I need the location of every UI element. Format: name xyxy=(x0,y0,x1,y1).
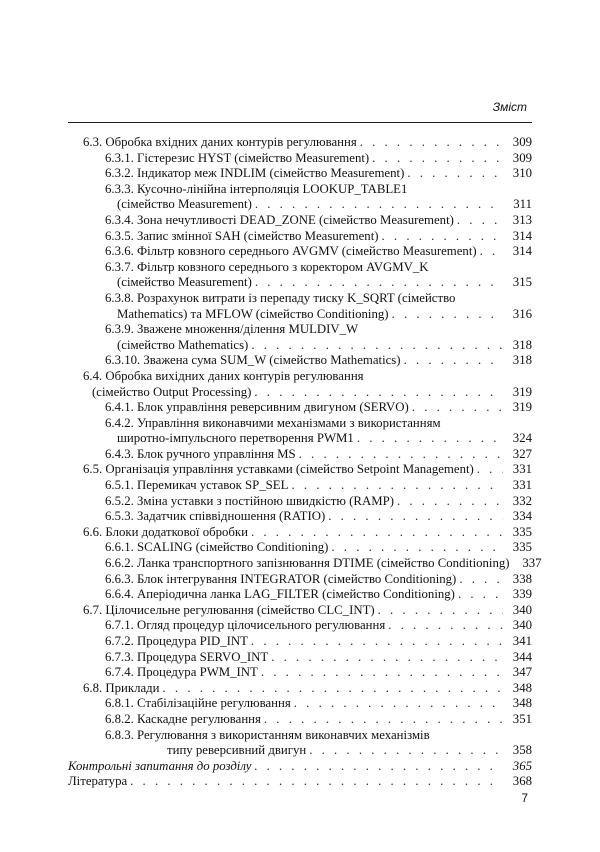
toc-entry-title: типу реверсивний двигун xyxy=(167,743,307,758)
toc-entry-page: 313 xyxy=(512,212,532,227)
toc-entry xyxy=(68,650,532,666)
toc-leader-dots xyxy=(397,494,503,510)
toc-entry-page: 368 xyxy=(512,774,532,789)
toc-entry xyxy=(68,743,532,759)
toc-leader-dots xyxy=(255,197,503,213)
toc-entry-title: 6.3.1. Гістерезис HYST (сімейство Measurement) xyxy=(105,150,370,165)
toc-leader-dots xyxy=(309,743,503,759)
toc-entry-title: 6.7.4. Процедура PWM_INT xyxy=(105,665,258,680)
toc-entry xyxy=(68,213,532,229)
toc-leader-dots xyxy=(251,338,503,354)
toc-leader-dots xyxy=(299,447,503,463)
toc-entry-title: 6.3.4. Зона нечутливості DEAD_ZONE (сімейство Measurement) xyxy=(105,212,454,227)
toc-entry-page: 309 xyxy=(512,135,532,149)
toc-entry-title: 6.3.6. Фільтр ковзного середнього AVGMV (сімейство Measurement) xyxy=(105,244,477,259)
toc-entry xyxy=(68,416,532,432)
toc-leader-dots xyxy=(404,353,503,369)
toc-entry-title: (сімейство Measurement) xyxy=(117,275,252,290)
toc-entry xyxy=(68,665,532,681)
toc-entry xyxy=(68,197,532,213)
toc-entry-title: 6.4.1. Блок управління реверсивним двигуном (SERVO) xyxy=(105,400,409,415)
toc-entry-title: Mathematics) та MFLOW (сімейство Conditioning) xyxy=(117,306,389,321)
toc-entry-page: 334 xyxy=(512,509,532,524)
toc-entry xyxy=(68,260,532,276)
toc-entry-title: 6.5.3. Задатчик співвідношення (RATIO) xyxy=(105,509,326,524)
toc-entry-title: 6.3.8. Розрахунок витрати із перепаду тиску K_SQRT (сімейство xyxy=(105,290,456,305)
header-rule xyxy=(68,122,532,123)
toc-entry-title: 6.4.2. Управління виконавчими механізмами з використанням xyxy=(105,415,441,430)
toc-entry-title: Література xyxy=(68,774,128,789)
toc-leader-dots xyxy=(251,634,503,650)
toc-entry xyxy=(68,369,532,385)
toc-entry xyxy=(68,478,532,494)
toc-entry xyxy=(68,135,532,151)
toc-entry-page: 327 xyxy=(512,446,532,461)
toc-entry-page: 318 xyxy=(512,337,532,352)
toc-leader-dots xyxy=(294,696,503,712)
toc-entry-page: 331 xyxy=(512,478,532,493)
toc-entry-title: 6.3.5. Запис змінної SAH (сімейство Measurement) xyxy=(105,228,379,243)
toc-leader-dots xyxy=(261,665,503,681)
toc-entry-page: 338 xyxy=(512,571,532,586)
toc-entry-page: 340 xyxy=(512,618,532,633)
toc-entry xyxy=(68,572,532,588)
toc-entry-page: 319 xyxy=(512,400,532,415)
toc-entry-page: 315 xyxy=(512,275,532,290)
toc-entry xyxy=(68,229,532,245)
toc-entry-title: 6.6. Блоки додаткової обробки xyxy=(83,524,248,539)
toc-entry-page: 358 xyxy=(512,743,532,758)
toc-entry-page: 324 xyxy=(512,431,532,446)
toc-leader-dots xyxy=(382,229,503,245)
toc-entry-title: 6.4.3. Блок ручного управління MS xyxy=(105,446,296,461)
toc-entry xyxy=(68,774,532,790)
toc-leader-dots xyxy=(251,525,503,541)
toc-entry-title: 6.6.1. SCALING (сімейство Conditioning) xyxy=(105,540,329,555)
toc-entry-page: 314 xyxy=(512,244,532,259)
toc-entry-title: 6.4. Обробка вихідних даних контурів регулювання xyxy=(83,368,364,383)
toc-entry-title: (сімейство Measurement) xyxy=(117,197,252,212)
toc-entry-title: 6.7.1. Огляд процедур цілочисельного регулювання xyxy=(105,618,386,633)
running-header-title: Зміст xyxy=(492,100,527,114)
toc-entry xyxy=(68,338,532,354)
toc-entry-title: 6.7.3. Процедура SERVO_INT xyxy=(105,649,269,664)
toc-entry-title: 6.8.1. Стабілізаційне регулювання xyxy=(105,696,291,711)
toc-entry-page: 335 xyxy=(512,524,532,539)
toc-entry-page: 337 xyxy=(522,556,542,571)
toc-entry xyxy=(68,618,532,634)
page-number: 7 xyxy=(521,791,528,805)
toc-leader-dots xyxy=(130,774,503,790)
toc-entry xyxy=(68,275,532,291)
toc-entry-page: 348 xyxy=(512,696,532,711)
toc-entry xyxy=(68,509,532,525)
toc-entry xyxy=(68,166,532,182)
toc-entry-page: 344 xyxy=(512,649,532,664)
toc-entry xyxy=(68,634,532,650)
toc-entry-title: 6.5. Організація управління уставками (сімейство Setpoint Management) xyxy=(83,462,474,477)
toc-entry-page: 318 xyxy=(512,353,532,368)
toc-entry-page: 331 xyxy=(512,462,532,477)
toc-entry xyxy=(68,182,532,198)
toc-entry-title: 6.6.3. Блок інтегрування INTEGRATOR (сімейство Conditioning) xyxy=(105,571,457,586)
toc-entry-page: 340 xyxy=(512,602,532,617)
toc-entry-title: 6.6.2. Ланка транспортного запізнювання DTIME (сімейство Conditioning) xyxy=(105,556,510,571)
toc-leader-dots xyxy=(457,213,503,229)
toc-entry-page: 339 xyxy=(512,587,532,602)
toc-entry-title: 6.8. Приклади xyxy=(83,680,160,695)
toc-leader-dots xyxy=(412,400,503,416)
toc-entry-page: 351 xyxy=(512,711,532,726)
toc-entry-page: 332 xyxy=(512,493,532,508)
toc-leader-dots xyxy=(392,307,503,323)
toc-leader-dots xyxy=(458,587,503,603)
toc-entry-title: (сімейство Output Processing) xyxy=(92,384,252,399)
toc-leader-dots xyxy=(357,431,503,447)
toc-entry-page: 310 xyxy=(512,166,532,181)
toc-entry xyxy=(68,712,532,728)
toc-entry-page: 365 xyxy=(512,758,532,773)
toc-entry-title: широтно-імпульсного перетворення PWM1 xyxy=(117,431,354,446)
toc-leader-dots xyxy=(254,385,503,401)
toc-entry-title: Контрольні запитання до розділу xyxy=(68,758,252,773)
toc-leader-dots xyxy=(271,650,503,666)
toc-entry xyxy=(68,291,532,307)
toc-entry-page: 347 xyxy=(512,665,532,680)
toc-leader-dots xyxy=(407,166,503,182)
toc-leader-dots xyxy=(388,618,503,634)
toc-entry xyxy=(68,462,532,478)
toc-entry-page: 319 xyxy=(512,384,532,399)
toc-entry-title: 6.6.4. Аперіодична ланка LAG_FILTER (сімейство Conditioning) xyxy=(105,587,455,602)
toc-entry xyxy=(68,603,532,619)
toc-entry-title: 6.8.2. Каскадне регулювання xyxy=(105,711,261,726)
toc-entry xyxy=(68,587,532,603)
toc-leader-dots xyxy=(459,572,503,588)
toc-leader-dots xyxy=(331,540,503,556)
toc-entry-page: 348 xyxy=(512,680,532,695)
toc-entry xyxy=(68,385,532,401)
toc-entry xyxy=(68,431,532,447)
toc-leader-dots xyxy=(477,462,503,478)
toc-entry-title: 6.3.7. Фільтр ковзного середнього з коректором AVGMV_K xyxy=(105,259,429,274)
table-of-contents xyxy=(68,135,542,790)
toc-entry xyxy=(68,494,532,510)
toc-entry xyxy=(68,151,532,167)
toc-leader-dots xyxy=(255,275,503,291)
toc-entry-page: 335 xyxy=(512,540,532,555)
toc-leader-dots xyxy=(360,135,503,151)
toc-entry-title: 6.3.3. Кусочно-лінійна інтерполяція LOOKUP_TABLE1 xyxy=(105,181,408,196)
toc-entry-title: (сімейство Mathematics) xyxy=(117,337,249,352)
toc-entry-page: 316 xyxy=(512,306,532,321)
toc-leader-dots xyxy=(291,478,503,494)
toc-entry xyxy=(68,307,532,323)
toc-entry xyxy=(68,322,532,338)
toc-entry xyxy=(68,556,542,572)
toc-entry-title: 6.3.10. Зважена сума SUM_W (сімейство Mathematics) xyxy=(105,353,401,368)
toc-entry xyxy=(68,400,532,416)
toc-entry-title: 6.8.3. Регулювання з використанням виконавчих механізмів xyxy=(105,727,430,742)
toc-entry xyxy=(68,681,532,697)
toc-entry-page: 341 xyxy=(512,634,532,648)
toc-leader-dots xyxy=(378,603,503,619)
toc-entry-title: 6.3.9. Зважене множення/ділення MULDIV_W xyxy=(105,322,359,337)
toc-entry xyxy=(68,759,532,775)
toc-entry-title: 6.7. Цілочисельне регулювання (сімейство CLC_INT) xyxy=(83,602,375,617)
toc-entry xyxy=(68,244,532,260)
toc-entry xyxy=(68,353,532,369)
toc-leader-dots xyxy=(328,509,503,525)
toc-entry-page: 309 xyxy=(512,150,532,165)
toc-leader-dots xyxy=(264,712,503,728)
toc-entry xyxy=(68,540,532,556)
toc-entry-page: 311 xyxy=(513,197,532,212)
toc-leader-dots xyxy=(480,244,503,260)
toc-entry-title: 6.3.2. Індикатор меж INDLIM (сімейство Measurement) xyxy=(105,166,405,181)
toc-entry-title: 6.3. Обробка вхідних даних контурів регулювання xyxy=(83,135,357,149)
toc-entry xyxy=(68,696,532,712)
toc-leader-dots xyxy=(254,759,503,775)
toc-entry xyxy=(68,525,532,541)
toc-entry-title: 6.7.2. Процедура PID_INT xyxy=(105,634,248,648)
toc-leader-dots xyxy=(163,681,503,697)
toc-entry-page: 314 xyxy=(512,228,532,243)
toc-entry-title: 6.5.1. Перемикач уставок SP_SEL xyxy=(105,478,289,493)
toc-entry xyxy=(68,447,532,463)
toc-leader-dots xyxy=(372,151,503,167)
toc-entry-title: 6.5.2. Зміна уставки з постійною швидкістю (RAMP) xyxy=(105,493,394,508)
toc-entry xyxy=(68,728,532,744)
